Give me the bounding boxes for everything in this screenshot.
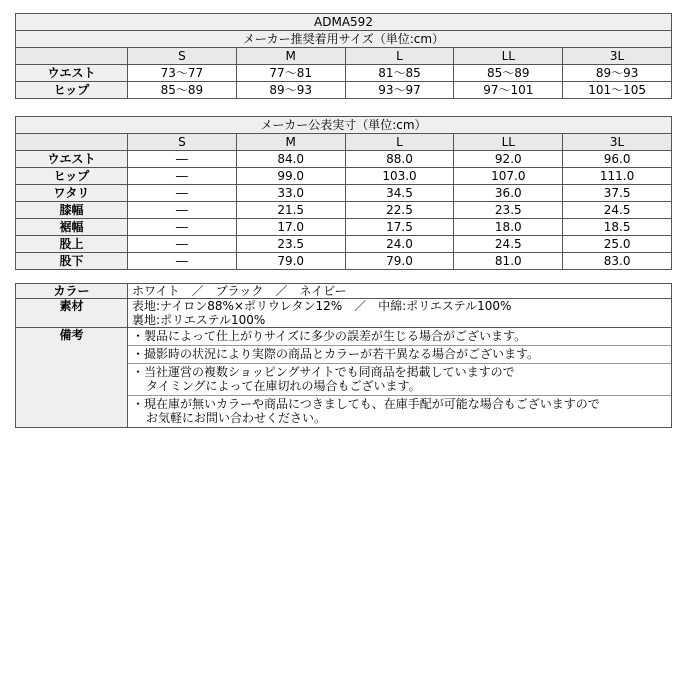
table-cell: 33.0 (236, 185, 345, 202)
notes-row (16, 328, 672, 428)
size-header: M (236, 134, 345, 151)
row-label: ウエスト (16, 65, 128, 82)
table-cell: 24.0 (345, 236, 454, 253)
recommended-size-heading: メーカー推奨着用サイズ（単位:cm） (16, 31, 672, 48)
table-row (16, 185, 672, 202)
table-cell: 99.0 (236, 168, 345, 185)
table-cell: 17.5 (345, 219, 454, 236)
table-cell: ― (128, 219, 237, 236)
table-cell: 85～89 (128, 82, 237, 99)
row-label: ウエスト (16, 151, 128, 168)
material-line: 裏地:ポリエステル100% (132, 313, 266, 327)
table-cell: 79.0 (345, 253, 454, 270)
table-cell: 96.0 (563, 151, 672, 168)
table-cell: 34.5 (345, 185, 454, 202)
table-cell: 36.0 (454, 185, 563, 202)
table-row (16, 65, 672, 82)
size-header: M (236, 48, 345, 65)
size-header-row (16, 134, 672, 151)
color-label: カラー (16, 284, 128, 299)
note-line: ・当社運営の複数ショッピングサイトでも同商品を掲載していますので (132, 365, 515, 379)
table-cell: 97～101 (454, 82, 563, 99)
table-cell: ― (128, 185, 237, 202)
size-header: S (128, 134, 237, 151)
table-cell: ― (128, 168, 237, 185)
table-cell: 89～93 (563, 65, 672, 82)
table-cell: 89～93 (236, 82, 345, 99)
table-cell: 18.5 (563, 219, 672, 236)
material-value (128, 299, 672, 328)
corner-cell (16, 134, 128, 151)
table-cell: 85～89 (454, 65, 563, 82)
material-row (16, 299, 672, 328)
size-header: L (345, 134, 454, 151)
row-label: ヒップ (16, 82, 128, 99)
table-cell: 79.0 (236, 253, 345, 270)
row-label: 股上 (16, 236, 128, 253)
note-item (128, 346, 671, 364)
table-cell: 23.5 (454, 202, 563, 219)
note-item (128, 328, 671, 346)
row-label: ワタリ (16, 185, 128, 202)
material-line: 表地:ナイロン88%×ポリウレタン12% ／ 中綿:ポリエステル100% (132, 299, 512, 313)
actual-size-table (15, 116, 672, 270)
table-row (16, 82, 672, 99)
table-cell: 92.0 (454, 151, 563, 168)
table-cell: 93～97 (345, 82, 454, 99)
row-label: 股下 (16, 253, 128, 270)
material-label: 素材 (16, 299, 128, 328)
table-cell: 77～81 (236, 65, 345, 82)
table-cell: 17.0 (236, 219, 345, 236)
recommended-size-table (15, 13, 672, 99)
size-header: LL (454, 134, 563, 151)
table-cell: 23.5 (236, 236, 345, 253)
table-cell: 83.0 (563, 253, 672, 270)
notes-cell (128, 328, 672, 428)
row-label: 裾幅 (16, 219, 128, 236)
table-row (16, 202, 672, 219)
product-info-table (15, 283, 672, 428)
table-cell: 81.0 (454, 253, 563, 270)
color-value: ホワイト ／ ブラック ／ ネイビー (128, 284, 672, 299)
note-line: ・現在庫が無いカラーや商品につきましても、在庫手配が可能な場合もございますので (132, 397, 600, 411)
table-cell: ― (128, 236, 237, 253)
actual-size-heading: メーカー公表実寸（単位:cm） (16, 117, 672, 134)
table-cell: 84.0 (236, 151, 345, 168)
table-row (16, 168, 672, 185)
table-cell: ― (128, 253, 237, 270)
table-row (16, 151, 672, 168)
table-cell: 21.5 (236, 202, 345, 219)
note-line: お気軽にお問い合わせください。 (146, 411, 327, 425)
table-cell: 101～105 (563, 82, 672, 99)
table-cell: 25.0 (563, 236, 672, 253)
table-cell: 73～77 (128, 65, 237, 82)
table-cell: 18.0 (454, 219, 563, 236)
table-cell: 107.0 (454, 168, 563, 185)
table-cell: 22.5 (345, 202, 454, 219)
size-header-row (16, 48, 672, 65)
table-cell: 24.5 (454, 236, 563, 253)
note-line: ・撮影時の状況により実際の商品とカラーが若干異なる場合がございます。 (132, 347, 540, 361)
note-line: タイミングによって在庫切れの場合もございます。 (146, 379, 421, 393)
table-cell: 81～85 (345, 65, 454, 82)
table-cell: ― (128, 151, 237, 168)
table-cell: 24.5 (563, 202, 672, 219)
size-header: S (128, 48, 237, 65)
size-header: 3L (563, 48, 672, 65)
table-row (16, 236, 672, 253)
size-header: L (345, 48, 454, 65)
table-cell: 88.0 (345, 151, 454, 168)
table-cell: 111.0 (563, 168, 672, 185)
table-row (16, 253, 672, 270)
corner-cell (16, 48, 128, 65)
table-cell: ― (128, 202, 237, 219)
size-header: 3L (563, 134, 672, 151)
product-code: ADMA592 (16, 14, 672, 31)
table-cell: 103.0 (345, 168, 454, 185)
note-item (128, 364, 671, 396)
color-row (16, 284, 672, 299)
table-row (16, 219, 672, 236)
table-cell: 37.5 (563, 185, 672, 202)
size-header: LL (454, 48, 563, 65)
note-line: ・製品によって仕上がりサイズに多少の誤差が生じる場合がございます。 (132, 329, 527, 343)
row-label: ヒップ (16, 168, 128, 185)
notes-label: 備考 (16, 328, 128, 428)
note-item (128, 396, 671, 427)
row-label: 膝幅 (16, 202, 128, 219)
